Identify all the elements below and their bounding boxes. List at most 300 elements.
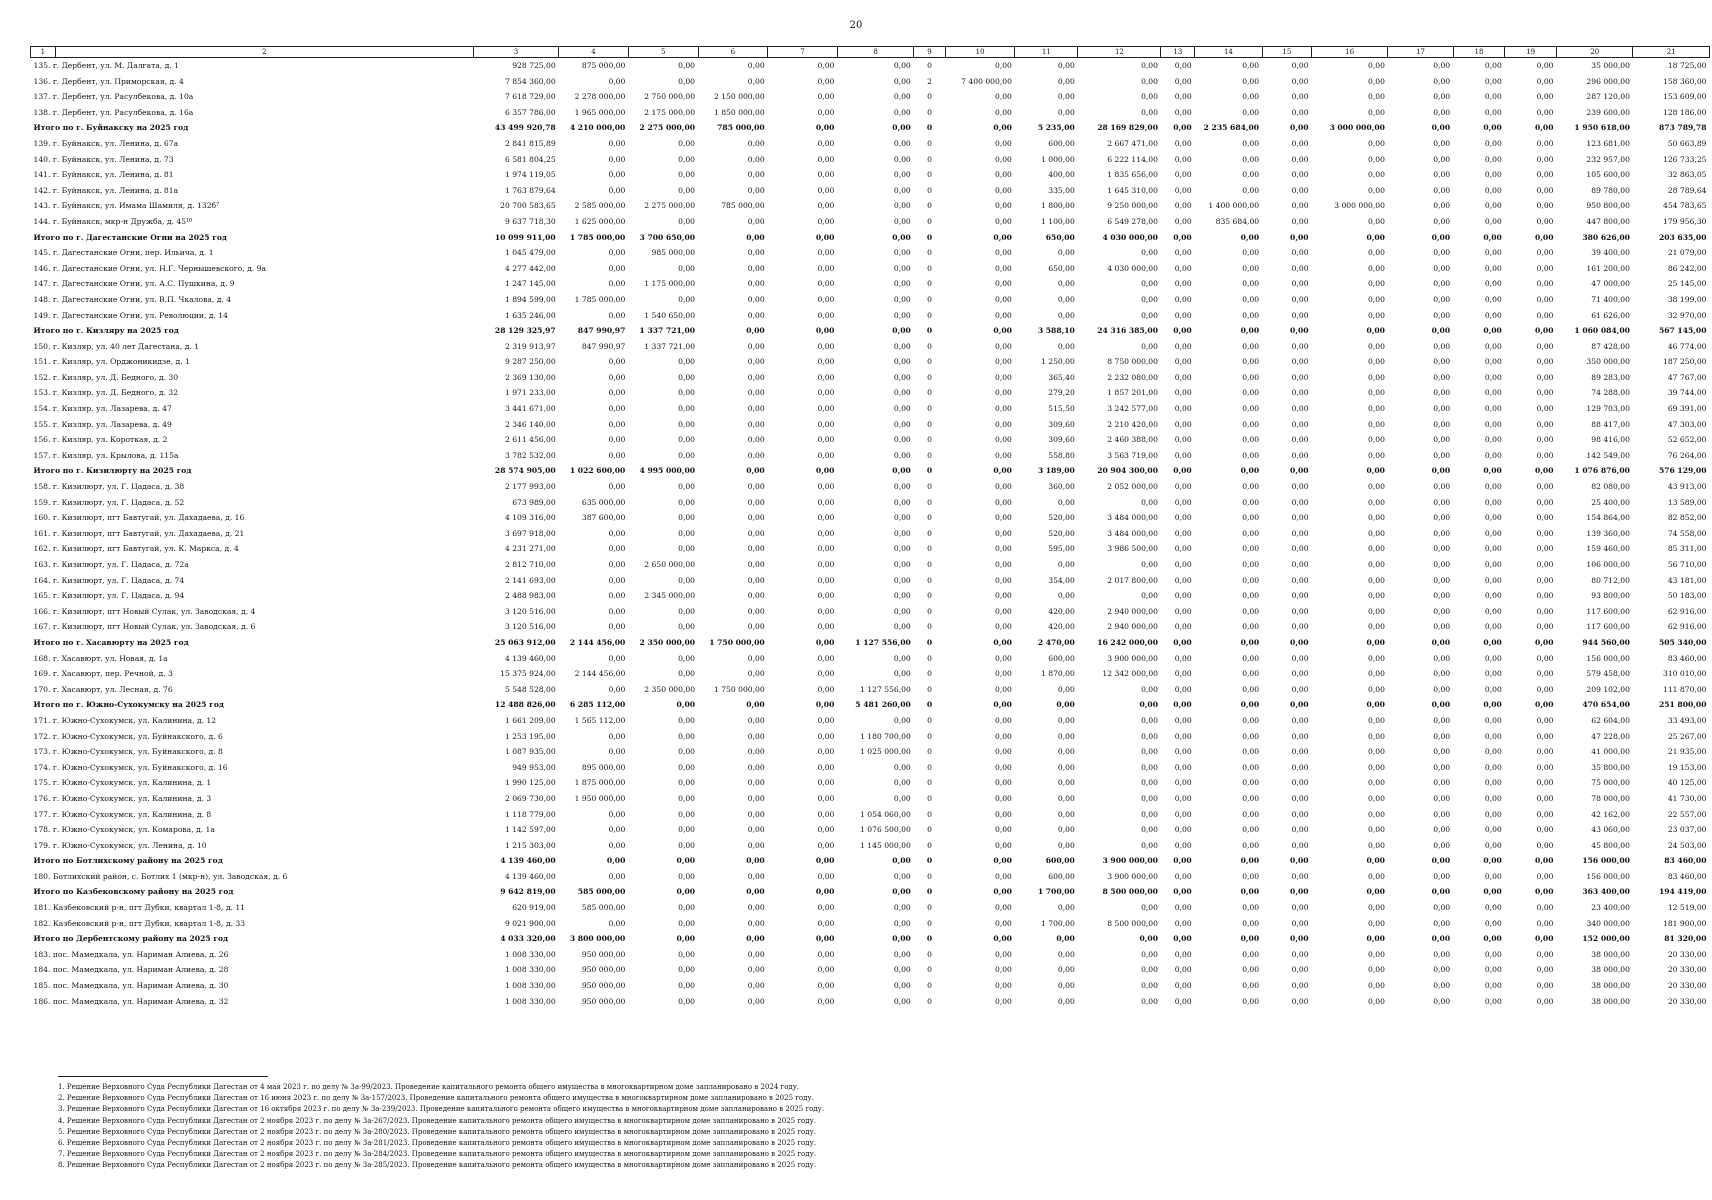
cell-col-15: 0,00 — [1291, 138, 1309, 148]
cell-col-8: 0,00 — [893, 154, 911, 164]
cell-col-3: 3 120 516,00 — [504, 606, 556, 616]
cell-col-15: 0,00 — [1291, 731, 1309, 741]
table-row — [31, 495, 1710, 511]
table-row — [31, 401, 1710, 417]
cell-col-7: 0,00 — [817, 294, 835, 304]
cell-col-18: 0,00 — [1484, 544, 1502, 554]
cell-col-8: 0,00 — [892, 856, 911, 866]
cell-col-19: 0,00 — [1536, 575, 1554, 585]
cell-col-10: 0,00 — [994, 778, 1012, 788]
cell-col-13: 0,00 — [1174, 715, 1192, 725]
cell-col-18: 0,00 — [1484, 185, 1502, 195]
cell-col-11: 1 700,00 — [1037, 887, 1075, 897]
cell-col-8: 0,00 — [892, 934, 911, 944]
cell-col-14: 0,00 — [1242, 840, 1260, 850]
cell-col-7: 0,00 — [817, 606, 835, 616]
cell-col-8: 0,00 — [893, 528, 911, 538]
subtotal-row — [31, 120, 1710, 136]
cell-col-10: 0,00 — [994, 762, 1012, 772]
cell-col-14: 0,00 — [1242, 996, 1260, 1006]
cell-col-4: 0,00 — [608, 840, 626, 850]
cell-col-9: 0 — [927, 170, 932, 180]
cell-col-7: 0,00 — [817, 170, 835, 180]
row-label: 154. г. Кизляр, ул. Лазарева, д. 47 — [33, 404, 172, 414]
cell-col-13: 0,00 — [1174, 778, 1192, 788]
cell-col-3: 10 099 911,00 — [494, 232, 556, 242]
cell-col-10: 0,00 — [994, 513, 1012, 523]
cell-col-17: 0,00 — [1433, 653, 1451, 663]
column-header-3: 3 — [473, 47, 558, 58]
cell-col-15: 0,00 — [1291, 653, 1309, 663]
cell-col-19: 0,00 — [1536, 154, 1554, 164]
cell-col-21: 194 419,00 — [1658, 887, 1707, 897]
cell-col-5: 0,00 — [678, 965, 696, 975]
row-label: 136. г. Дербент, ул. Приморская, д. 4 — [33, 76, 184, 86]
cell-col-18: 0,00 — [1484, 996, 1502, 1006]
cell-col-11: 3 189,00 — [1037, 466, 1075, 476]
table-row — [31, 89, 1710, 105]
cell-col-14: 0,00 — [1242, 809, 1260, 819]
cell-col-11: 5 235,00 — [1037, 123, 1075, 133]
cell-col-5: 2 750 000,00 — [644, 92, 696, 102]
cell-col-3: 7 618 729,00 — [504, 92, 556, 102]
cell-col-11: 0,00 — [1057, 92, 1075, 102]
cell-col-15: 0,00 — [1290, 934, 1309, 944]
cell-col-5: 0,00 — [676, 700, 696, 710]
cell-col-12: 2 210 420,00 — [1107, 419, 1158, 429]
cell-col-14: 0,00 — [1242, 372, 1260, 382]
cell-col-14: 0,00 — [1242, 154, 1260, 164]
cell-col-12: 0,00 — [1139, 934, 1158, 944]
cell-col-4: 0,00 — [608, 76, 626, 86]
cell-col-18: 0,00 — [1484, 419, 1502, 429]
cell-col-9: 0 — [927, 357, 932, 367]
cell-col-15: 0,00 — [1291, 107, 1309, 117]
cell-col-5: 0,00 — [678, 949, 696, 959]
cell-col-18: 0,00 — [1484, 684, 1502, 694]
row-label: 135. г. Дербент, ул. М. Далгата, д. 1 — [33, 61, 179, 70]
cell-col-13: 0,00 — [1174, 294, 1192, 304]
cell-col-13: 0,00 — [1174, 544, 1192, 554]
cell-col-8: 1 076 500,00 — [860, 825, 911, 835]
cell-col-6: 0,00 — [747, 560, 765, 569]
row-label: 156. г. Кизляр, ул. Короткая, д. 2 — [33, 435, 168, 445]
cell-col-3: 28 574 905,00 — [494, 466, 556, 476]
cell-col-12: 3 484 000,00 — [1107, 513, 1158, 523]
cell-col-16: 0,00 — [1368, 372, 1385, 382]
cell-col-6: 0,00 — [747, 294, 765, 304]
cell-col-16: 0,00 — [1368, 840, 1385, 850]
cell-col-20: 93 800,00 — [1591, 591, 1630, 601]
column-header-2: 2 — [55, 47, 473, 58]
table-row — [31, 152, 1710, 168]
cell-col-19: 0,00 — [1536, 903, 1554, 913]
cell-col-18: 0,00 — [1484, 981, 1502, 991]
cell-col-12: 0,00 — [1141, 809, 1158, 819]
cell-col-6: 0,00 — [746, 466, 765, 476]
cell-col-6: 0,00 — [747, 357, 765, 367]
cell-col-21: 33 493,00 — [1667, 715, 1707, 725]
cell-col-12: 3 986 500,00 — [1107, 544, 1158, 554]
cell-col-19: 0,00 — [1536, 372, 1554, 382]
table-row — [31, 760, 1710, 776]
cell-col-9: 0 — [927, 497, 932, 507]
row-label: 170. г. Хасавюрт, ул. Лесная, д. 76 — [33, 684, 173, 694]
cell-col-11: 0,00 — [1057, 715, 1075, 725]
cell-col-11: 0,00 — [1057, 248, 1075, 258]
cell-col-19: 0,00 — [1536, 435, 1554, 445]
cell-col-16: 0,00 — [1366, 466, 1385, 476]
table-row — [31, 604, 1710, 620]
cell-col-3: 25 063 912,00 — [494, 637, 556, 647]
table-row — [31, 385, 1710, 401]
cell-col-15: 0,00 — [1291, 809, 1309, 819]
cell-col-3: 1 990 125,00 — [504, 778, 556, 788]
cell-col-3: 9 642 819,00 — [500, 887, 556, 897]
cell-col-21: 69 391,00 — [1667, 404, 1707, 414]
cell-col-11: 515,50 — [1048, 404, 1075, 414]
cell-col-10: 0,00 — [994, 560, 1012, 569]
table-row — [31, 713, 1710, 729]
table-row — [31, 261, 1710, 277]
cell-col-20: 25 400,00 — [1591, 497, 1630, 507]
subtotal-row — [31, 931, 1710, 947]
cell-col-8: 0,00 — [892, 887, 911, 897]
cell-col-13: 0,00 — [1174, 669, 1192, 679]
cell-col-7: 0,00 — [817, 825, 835, 835]
cell-col-4: 0,00 — [608, 528, 626, 538]
cell-col-5: 2 275 000,00 — [639, 123, 696, 133]
cell-col-17: 0,00 — [1433, 669, 1451, 679]
cell-col-11: 365,40 — [1048, 372, 1075, 382]
column-header-18: 18 — [1453, 47, 1505, 58]
cell-col-10: 0,00 — [994, 61, 1012, 70]
cell-col-20: 74 288,00 — [1591, 388, 1630, 398]
cell-col-19: 0,00 — [1536, 871, 1554, 881]
cell-col-12: 2 667 471,00 — [1107, 138, 1158, 148]
cell-col-14: 0,00 — [1240, 466, 1260, 476]
cell-col-15: 0,00 — [1290, 123, 1309, 133]
cell-col-5: 0,00 — [678, 981, 696, 991]
cell-col-16: 0,00 — [1366, 700, 1385, 710]
cell-col-18: 0,00 — [1484, 357, 1502, 367]
cell-col-16: 0,00 — [1368, 825, 1385, 835]
cell-col-9: 0 — [927, 248, 932, 258]
cell-col-7: 0,00 — [817, 981, 835, 991]
cell-col-6: 0,00 — [747, 388, 765, 398]
cell-col-18: 0,00 — [1484, 762, 1502, 772]
cell-col-21: 454 783,65 — [1663, 201, 1707, 211]
cell-col-20: 45 800,00 — [1591, 840, 1630, 850]
cell-col-12: 3 484 000,00 — [1107, 528, 1158, 538]
cell-col-3: 2 141 693,00 — [504, 575, 556, 585]
cell-col-20: 87 428,00 — [1591, 341, 1630, 351]
cell-col-11: 1 870,00 — [1041, 669, 1075, 679]
cell-col-11: 0,00 — [1057, 996, 1075, 1006]
cell-col-3: 43 499 920,78 — [494, 123, 556, 133]
cell-col-18: 0,00 — [1484, 341, 1502, 351]
cell-col-9: 0 — [927, 981, 932, 991]
cell-col-8: 0,00 — [893, 310, 911, 320]
cell-col-18: 0,00 — [1483, 887, 1502, 897]
row-label: 145. г. Дагестанские Огни, пер. Ильича, д. 1 — [33, 248, 214, 258]
table-row — [31, 541, 1710, 557]
cell-col-10: 0,00 — [994, 965, 1012, 975]
cell-col-5: 0,00 — [678, 294, 696, 304]
cell-col-21: 12 519,00 — [1667, 903, 1707, 913]
column-header-12: 12 — [1078, 47, 1161, 58]
cell-col-3: 2 369 130,00 — [504, 372, 556, 382]
cell-col-17: 0,00 — [1433, 404, 1451, 414]
cell-col-12: 0,00 — [1141, 778, 1158, 788]
cell-col-4: 0,00 — [608, 591, 626, 601]
cell-col-20: 38 000,00 — [1591, 949, 1630, 959]
table-row — [31, 58, 1710, 74]
table-row — [31, 588, 1710, 604]
cell-col-19: 0,00 — [1536, 419, 1554, 429]
cell-col-4: 2 144 456,00 — [574, 669, 626, 679]
cell-col-13: 0,00 — [1174, 497, 1192, 507]
cell-col-4: 0,00 — [608, 825, 626, 835]
cell-col-10: 0,00 — [994, 450, 1012, 460]
cell-col-21: 81 320,00 — [1664, 934, 1707, 944]
cell-col-3: 620 919,00 — [512, 903, 556, 913]
cell-col-6: 0,00 — [747, 528, 765, 538]
cell-col-4: 0,00 — [608, 482, 626, 492]
cell-col-11: 0,00 — [1057, 903, 1075, 913]
cell-col-10: 0,00 — [994, 92, 1012, 102]
cell-col-4: 0,00 — [608, 450, 626, 460]
cell-col-4: 0,00 — [608, 731, 626, 741]
cell-col-17: 0,00 — [1433, 591, 1451, 601]
column-header-10: 10 — [945, 47, 1015, 58]
cell-col-15: 0,00 — [1291, 606, 1309, 616]
cell-col-15: 0,00 — [1291, 310, 1309, 320]
cell-col-11: 1 700,00 — [1041, 918, 1075, 928]
cell-col-10: 0,00 — [994, 981, 1012, 991]
cell-col-9: 0 — [927, 185, 932, 195]
cell-col-6: 0,00 — [746, 934, 765, 944]
cell-col-6: 0,00 — [747, 263, 765, 273]
cell-col-7: 0,00 — [817, 76, 835, 86]
cell-col-18: 0,00 — [1484, 560, 1502, 569]
table-row — [31, 729, 1710, 745]
cell-col-17: 0,00 — [1433, 560, 1451, 569]
cell-col-8: 0,00 — [893, 404, 911, 414]
table-row — [31, 526, 1710, 542]
cell-col-13: 0,00 — [1174, 965, 1192, 975]
cell-col-18: 0,00 — [1484, 731, 1502, 741]
cell-col-21: 23 037,00 — [1667, 825, 1707, 835]
cell-col-4: 0,00 — [608, 372, 626, 382]
cell-col-19: 0,00 — [1536, 388, 1554, 398]
cell-col-7: 0,00 — [817, 341, 835, 351]
cell-col-14: 2 235 684,00 — [1203, 123, 1260, 133]
cell-col-8: 0,00 — [893, 871, 911, 881]
row-label: Итого по Казбековскому району на 2025 год — [33, 887, 234, 897]
row-label: 157. г. Кизляр, ул. Крылова, д. 115а — [33, 450, 179, 460]
cell-col-15: 0,00 — [1291, 357, 1309, 367]
cell-col-17: 0,00 — [1433, 840, 1451, 850]
cell-col-14: 0,00 — [1242, 684, 1260, 694]
cell-col-18: 0,00 — [1484, 154, 1502, 164]
cell-col-16: 0,00 — [1368, 560, 1385, 569]
cell-col-16: 0,00 — [1368, 949, 1385, 959]
cell-col-14: 0,00 — [1242, 138, 1260, 148]
cell-col-12: 3 900 000,00 — [1102, 856, 1158, 866]
cell-col-5: 0,00 — [678, 903, 696, 913]
cell-col-8: 0,00 — [892, 466, 911, 476]
cell-col-4: 387 600,00 — [581, 513, 626, 523]
cell-col-20: 106 000,00 — [1586, 560, 1630, 569]
cell-col-17: 0,00 — [1431, 700, 1451, 710]
cell-col-7: 0,00 — [817, 778, 835, 788]
cell-col-21: 62 916,00 — [1667, 622, 1707, 632]
table-row — [31, 807, 1710, 823]
cell-col-17: 0,00 — [1433, 482, 1451, 492]
cell-col-14: 0,00 — [1242, 404, 1260, 414]
column-header-7: 7 — [768, 47, 838, 58]
table-row — [31, 573, 1710, 589]
cell-col-17: 0,00 — [1431, 326, 1451, 336]
cell-col-14: 0,00 — [1242, 419, 1260, 429]
cell-col-13: 0,00 — [1174, 513, 1192, 523]
cell-col-3: 5 548 528,00 — [504, 684, 556, 694]
cell-col-16: 0,00 — [1368, 357, 1385, 367]
cell-col-18: 0,00 — [1484, 170, 1502, 180]
cell-col-12: 1 835 656,00 — [1107, 170, 1158, 180]
cell-col-4: 635 000,00 — [581, 497, 626, 507]
cell-col-21: 74 558,00 — [1667, 528, 1707, 538]
cell-col-5: 0,00 — [678, 544, 696, 554]
footnote-item: 3. Решение Верховного Суда Республики Дагестан от 16 октября 2023 г. по делу № 3а-239/2023. Проведение капитального ремонта общего имущества в многоквартирном доме запланировано в 2025 году. — [58, 1105, 824, 1114]
cell-col-17: 0,00 — [1433, 497, 1451, 507]
cell-col-8: 0,00 — [893, 92, 911, 102]
cell-col-5: 0,00 — [678, 61, 696, 70]
cell-col-17: 0,00 — [1433, 871, 1451, 881]
cell-col-7: 0,00 — [817, 544, 835, 554]
cell-col-11: 0,00 — [1057, 279, 1075, 289]
cell-col-15: 0,00 — [1291, 996, 1309, 1006]
cell-col-3: 1 661 209,00 — [504, 715, 556, 725]
table-row — [31, 354, 1710, 370]
cell-col-9: 0 — [927, 435, 932, 445]
cell-col-5: 0,00 — [678, 482, 696, 492]
cell-col-9: 0 — [926, 232, 933, 242]
cell-col-3: 1 087 935,00 — [504, 747, 556, 757]
cell-col-12: 8 500 000,00 — [1107, 918, 1158, 928]
cell-col-16: 0,00 — [1368, 404, 1385, 414]
cell-col-5: 0,00 — [678, 404, 696, 414]
cell-col-6: 0,00 — [747, 778, 765, 788]
cell-col-5: 0,00 — [678, 263, 696, 273]
subtotal-row — [31, 697, 1710, 713]
cell-col-6: 0,00 — [747, 372, 765, 382]
cell-col-15: 0,00 — [1291, 294, 1309, 304]
cell-col-11: 600,00 — [1048, 138, 1075, 148]
cell-col-16: 0,00 — [1368, 185, 1385, 195]
cell-col-5: 0,00 — [676, 856, 696, 866]
cell-col-9: 0 — [927, 419, 932, 429]
cell-col-6: 785 000,00 — [717, 123, 765, 133]
row-label: 148. г. Дагестанские Огни, ул. В.П. Чкалова, д. 4 — [33, 294, 232, 304]
row-label: Итого по г. Кизляру на 2025 год — [33, 326, 179, 336]
cell-col-20: 78 000,00 — [1591, 793, 1630, 803]
cell-col-20: 117 600,00 — [1586, 606, 1630, 616]
cell-col-12: 3 900 000,00 — [1107, 871, 1158, 881]
cell-col-18: 0,00 — [1484, 107, 1502, 117]
cell-col-18: 0,00 — [1484, 747, 1502, 757]
cell-col-16: 0,00 — [1368, 450, 1385, 460]
cell-col-21: 56 710,00 — [1667, 560, 1707, 569]
cell-col-5: 0,00 — [678, 747, 696, 757]
cell-col-18: 0,00 — [1484, 793, 1502, 803]
cell-col-11: 309,60 — [1048, 419, 1075, 429]
subtotal-row — [31, 635, 1710, 651]
cell-col-5: 0,00 — [678, 575, 696, 585]
row-label: 139. г. Буйнакск, ул. Ленина, д. 67а — [33, 138, 179, 148]
cell-col-20: 287 120,00 — [1586, 92, 1630, 102]
cell-col-9: 0 — [927, 279, 932, 289]
cell-col-6: 785 000,00 — [721, 201, 765, 211]
cell-col-17: 0,00 — [1433, 357, 1451, 367]
cell-col-3: 928 725,00 — [512, 61, 556, 70]
cell-col-6: 0,00 — [747, 435, 765, 445]
cell-col-10: 0,00 — [993, 123, 1012, 133]
cell-col-16: 0,00 — [1366, 856, 1385, 866]
cell-col-9: 0 — [927, 840, 932, 850]
cell-col-16: 0,00 — [1368, 310, 1385, 320]
cell-col-16: 0,00 — [1368, 715, 1385, 725]
cell-col-8: 0,00 — [893, 372, 911, 382]
cell-col-9: 0 — [927, 747, 932, 757]
footnote-item: 2. Решение Верховного Суда Республики Дагестан от 16 июня 2023 г. по делу № 3а-157/2023. Проведение капитального ремонта общего имущества в многоквартирном доме запланировано в 2025 году. — [58, 1094, 814, 1103]
cell-col-16: 0,00 — [1368, 482, 1385, 492]
cell-col-14: 0,00 — [1242, 606, 1260, 616]
cell-col-15: 0,00 — [1291, 92, 1309, 102]
row-label: Итого по г. Кизилюрту на 2025 год — [33, 466, 192, 476]
cell-col-16: 0,00 — [1368, 918, 1385, 928]
cell-col-7: 0,00 — [817, 263, 835, 273]
cell-col-6: 0,00 — [747, 138, 765, 148]
footnote-item: 6. Решение Верховного Суда Республики Дагестан от 2 ноября 2023 г. по делу № 3а-281/2023. Проведение капитального ремонта общего имущества в многоквартирном доме запланировано в 2025 году. — [58, 1139, 816, 1148]
cell-col-13: 0,00 — [1174, 903, 1192, 913]
table-row — [31, 74, 1710, 90]
cell-col-14: 0,00 — [1242, 435, 1260, 445]
cell-col-7: 0,00 — [817, 388, 835, 398]
cell-col-6: 1 750 000,00 — [713, 684, 765, 694]
cell-col-15: 0,00 — [1291, 201, 1309, 211]
cell-col-11: 600,00 — [1048, 653, 1075, 663]
cell-col-13: 0,00 — [1174, 809, 1192, 819]
cell-col-9: 0 — [927, 669, 932, 679]
cell-col-5: 2 275 000,00 — [644, 201, 696, 211]
cell-col-10: 0,00 — [993, 934, 1012, 944]
cell-col-20: 1 060 084,00 — [1574, 326, 1630, 336]
cell-col-21: 43 913,00 — [1667, 482, 1707, 492]
cell-col-5: 4 995 000,00 — [639, 466, 696, 476]
cell-col-4: 0,00 — [608, 419, 626, 429]
table-row — [31, 557, 1710, 573]
cell-col-16: 0,00 — [1368, 684, 1385, 694]
cell-col-19: 0,00 — [1536, 513, 1554, 523]
cell-col-11: 0,00 — [1057, 107, 1075, 117]
cell-col-7: 0,00 — [817, 996, 835, 1006]
cell-col-18: 0,00 — [1483, 856, 1502, 866]
subtotal-row — [31, 853, 1710, 869]
cell-col-10: 0,00 — [994, 372, 1012, 382]
cell-col-21: 20 330,00 — [1667, 996, 1707, 1006]
